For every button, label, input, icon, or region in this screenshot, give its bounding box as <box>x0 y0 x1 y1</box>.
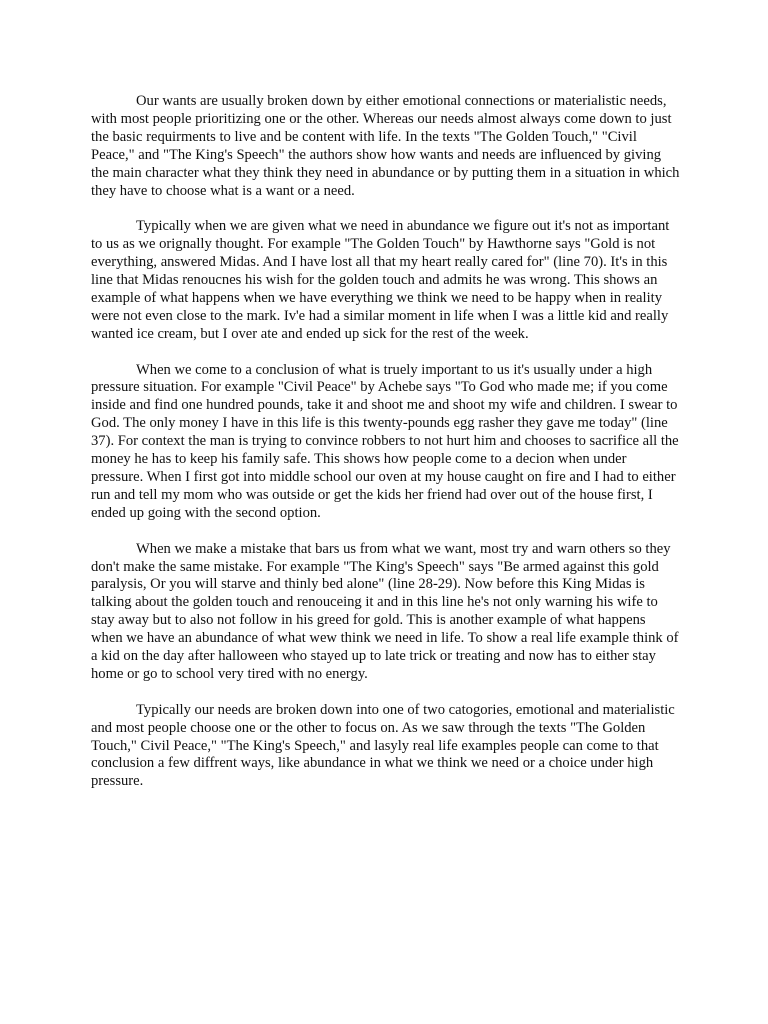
paragraph-4: When we make a mistake that bars us from what we want, most try and warn others so they don't make the same mistake. For example "The King's Speech" says "Be armed against this gold paralysis, Or you will starve and thinly bed alone" (line 28-29). Now before this King Midas is talking about the golden touch and renouceing it and in this line he's not only warning his wife to stay away but to also not follow in his greed for gold. This is another example of what happens when we have an abundance of what wew think we need in life. To show a real life example think of a kid on the day after halloween who stayed up to late trick or treating and now has to either stay home or go to school very tired with no energy. <box>91 540 679 682</box>
essay-body <box>91 93 680 809</box>
paragraph-1: Our wants are usually broken down by either emotional connections or materialistic needs, with most people prioritizing one or the other. Whereas our needs almost always come down to just the basic requirments to live and be content with life. In the texts "The Golden Touch," "Civil Peace," and "The King's Speech" the authors show how wants and needs are influenced by giving the main character what they think they need in abundance or by putting them in a situation in which they have to choose what is a want or a need. <box>91 93 680 199</box>
paragraph-3: When we come to a conclusion of what is truely important to us it's usually under a high pressure situation. For example "Civil Peace" by Achebe says "To God who made me; if you come inside and find one hundred pounds, take it and shoot me and shoot my wife and children. I swear to God. The only money I have in this life is this twenty-pounds egg rasher they gave me today" (line 37). For context the man is trying to convince robbers to not hurt him and chooses to sacrifice all the money he has to keep his family safe. This shows how people come to a decion when under pressure. When I first got into middle school our oven at my house caught on fire and I had to either run and tell my mom who was outside or get the kids her friend had over out of the house first, I ended up going with the second option. <box>91 361 679 521</box>
paragraph-2: Typically when we are given what we need in abundance we figure out it's not as important to us as we orignally thought. For example "The Golden Touch" by Hawthorne says "Gold is not everything, answered Midas. And I have lost all that my heart really cared for" (line 70). It's in this line that Midas renoucnes his wish for the golden touch and admits he was wrong. This shows an example of what happens when we have everything we think we need to be happy when in reality were not even close to the mark. Iv'e had a similar moment in life when I was a little kid and really wanted ice cream, but I over ate and ended up sick for the rest of the week. <box>91 218 670 342</box>
paragraph-5: Typically our needs are broken down into one of two catogories, emotional and materialistic and most people choose one or the other to focus on. As we saw through the texts "The Golden Touch," Civil Peace," "The King's Speech," and lasyly real life examples people can come to that conclusion a few diffrent ways, like abundance in what we think we need or a choice under high pressure. <box>91 701 675 790</box>
